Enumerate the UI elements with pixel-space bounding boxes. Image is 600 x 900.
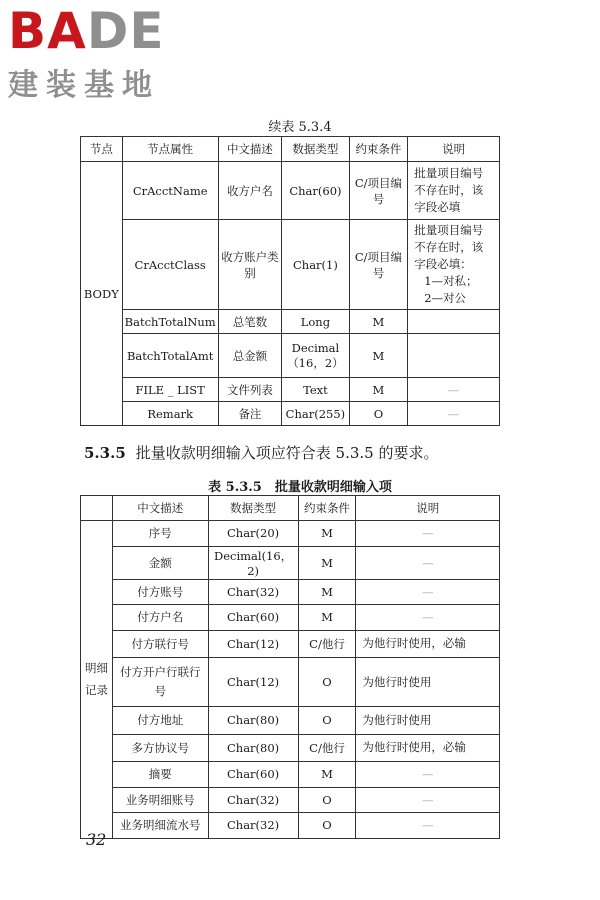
constraint-cell: M xyxy=(298,546,356,579)
cn-cell: 付方开户行联行号 xyxy=(112,658,208,707)
cn-cell: 摘要 xyxy=(112,762,208,788)
header-cell: 数据类型 xyxy=(208,496,298,521)
note-cell: 为他行时使用 xyxy=(356,707,500,735)
note-option: 2—对公 xyxy=(424,291,467,305)
cn-cell: 备注 xyxy=(218,402,282,426)
logo-wordmark xyxy=(8,2,165,60)
table-row xyxy=(81,787,500,813)
group-label-cell: 明细记录 xyxy=(81,521,113,839)
constraint-cell: M xyxy=(298,605,356,631)
cn-cell: 金额 xyxy=(112,546,208,579)
cn-cell: 付方户名 xyxy=(112,605,208,631)
table-row xyxy=(81,734,500,762)
type-cell: Text xyxy=(282,378,349,402)
type-cell: Char(1) xyxy=(282,220,349,310)
table1-caption: 续表 5.3.4 xyxy=(268,120,332,135)
header-cell: 说明 xyxy=(408,137,500,162)
table-row xyxy=(81,546,500,579)
logo-subtitle: 建装基地 xyxy=(8,68,160,103)
note-cell: — xyxy=(408,402,500,426)
cn-cell: 总金额 xyxy=(218,334,282,378)
type-cell: Char(60) xyxy=(208,605,298,631)
constraint-cell: M xyxy=(349,310,408,334)
note-cell xyxy=(408,334,500,378)
header-cell: 节点属性 xyxy=(122,137,218,162)
constraint-cell: C/项目编号 xyxy=(349,220,408,310)
header-cell: 中文描述 xyxy=(218,137,282,162)
header-cell: 节点 xyxy=(81,137,123,162)
attr-cell: BatchTotalAmt xyxy=(122,334,218,378)
constraint-cell: O xyxy=(298,813,356,839)
note-cell: — xyxy=(356,762,500,788)
note-cell: 为他行时使用 xyxy=(356,658,500,707)
note-cell xyxy=(408,220,500,310)
section-number: 5.3.5 xyxy=(84,444,126,462)
logo xyxy=(8,2,165,104)
constraint-cell: O xyxy=(298,658,356,707)
type-cell: Char(20) xyxy=(208,521,298,547)
type-cell: Char(12) xyxy=(208,658,298,707)
table-row xyxy=(81,521,500,547)
header-cell: 中文描述 xyxy=(112,496,208,521)
constraint-cell: C/项目编号 xyxy=(349,162,408,220)
table-row xyxy=(81,402,500,426)
cn-cell: 付方地址 xyxy=(112,707,208,735)
constraint-cell: C/他行 xyxy=(298,630,356,658)
attr-cell: CrAcctClass xyxy=(122,220,218,310)
attr-cell: CrAcctName xyxy=(122,162,218,220)
type-cell: Char(80) xyxy=(208,707,298,735)
table-row xyxy=(81,658,500,707)
type-cell: Decimal（16，2） xyxy=(282,334,349,378)
page-number: 32 xyxy=(86,830,107,849)
type-cell: Char(60) xyxy=(282,162,349,220)
type-cell: Char(32) xyxy=(208,579,298,605)
section-5-3-5 xyxy=(84,442,438,463)
constraint-cell: O xyxy=(298,787,356,813)
type-cell: Char(32) xyxy=(208,813,298,839)
type-cell: Char(80) xyxy=(208,734,298,762)
constraint-cell: M xyxy=(349,378,408,402)
cn-cell: 多方协议号 xyxy=(112,734,208,762)
note-cell: — xyxy=(356,579,500,605)
table-row xyxy=(81,378,500,402)
cn-cell: 业务明细流水号 xyxy=(112,813,208,839)
constraint-cell: O xyxy=(349,402,408,426)
note-cell: — xyxy=(356,813,500,839)
header-cell: 数据类型 xyxy=(282,137,349,162)
table-row xyxy=(81,630,500,658)
table-row xyxy=(81,579,500,605)
type-cell: Long xyxy=(282,310,349,334)
type-cell: Char(60) xyxy=(208,762,298,788)
logo-rest: DE xyxy=(86,2,165,60)
node-cell: BODY xyxy=(81,162,123,426)
constraint-cell: M xyxy=(349,334,408,378)
table-5-3-4-continued xyxy=(80,136,500,426)
table-row xyxy=(81,220,500,310)
note-cell: — xyxy=(356,787,500,813)
cn-cell: 收方账户类别 xyxy=(218,220,282,310)
note-cell: — xyxy=(356,521,500,547)
section-text: 批量收款明细输入项应符合表 5.3.5 的要求。 xyxy=(135,444,439,462)
note-cell: — xyxy=(356,605,500,631)
logo-accent: BA xyxy=(8,2,87,60)
table-header-row xyxy=(81,496,500,521)
note-option: 1—对私； xyxy=(424,274,478,288)
constraint-cell: O xyxy=(298,707,356,735)
header-cell: 说明 xyxy=(356,496,500,521)
table-row xyxy=(81,310,500,334)
table-row xyxy=(81,162,500,220)
constraint-cell: C/他行 xyxy=(298,734,356,762)
table-5-3-5 xyxy=(80,495,500,839)
cn-cell: 付方联行号 xyxy=(112,630,208,658)
cn-cell: 序号 xyxy=(112,521,208,547)
table2-caption: 表 5.3.5 批量收款明细输入项 xyxy=(208,480,392,495)
cn-cell: 总笔数 xyxy=(218,310,282,334)
cn-cell: 业务明细账号 xyxy=(112,787,208,813)
attr-cell: FILE _ LIST xyxy=(122,378,218,402)
table-row xyxy=(81,334,500,378)
header-cell: 约束条件 xyxy=(349,137,408,162)
cn-cell: 收方户名 xyxy=(218,162,282,220)
table-row xyxy=(81,707,500,735)
cn-cell: 付方账号 xyxy=(112,579,208,605)
attr-cell: BatchTotalNum xyxy=(122,310,218,334)
table-row xyxy=(81,762,500,788)
type-cell: Decimal(16，2) xyxy=(208,546,298,579)
constraint-cell: M xyxy=(298,521,356,547)
note-cell: 为他行时使用，必输 xyxy=(356,734,500,762)
attr-cell: Remark xyxy=(122,402,218,426)
constraint-cell: M xyxy=(298,579,356,605)
type-cell: Char(12) xyxy=(208,630,298,658)
constraint-cell: M xyxy=(298,762,356,788)
cn-cell: 文件列表 xyxy=(218,378,282,402)
type-cell: Char(32) xyxy=(208,787,298,813)
note-text: 批量项目编号不存在时，该字段必填： xyxy=(414,223,484,271)
table-header-row xyxy=(81,137,500,162)
header-cell xyxy=(81,496,113,521)
header-cell: 约束条件 xyxy=(298,496,356,521)
note-cell: 批量项目编号不存在时，该字段必填 xyxy=(408,162,500,220)
note-cell: 为他行时使用，必输 xyxy=(356,630,500,658)
note-cell: — xyxy=(408,378,500,402)
table-row xyxy=(81,605,500,631)
note-cell xyxy=(408,310,500,334)
table-row xyxy=(81,813,500,839)
type-cell: Char(255) xyxy=(282,402,349,426)
note-cell: — xyxy=(356,546,500,579)
